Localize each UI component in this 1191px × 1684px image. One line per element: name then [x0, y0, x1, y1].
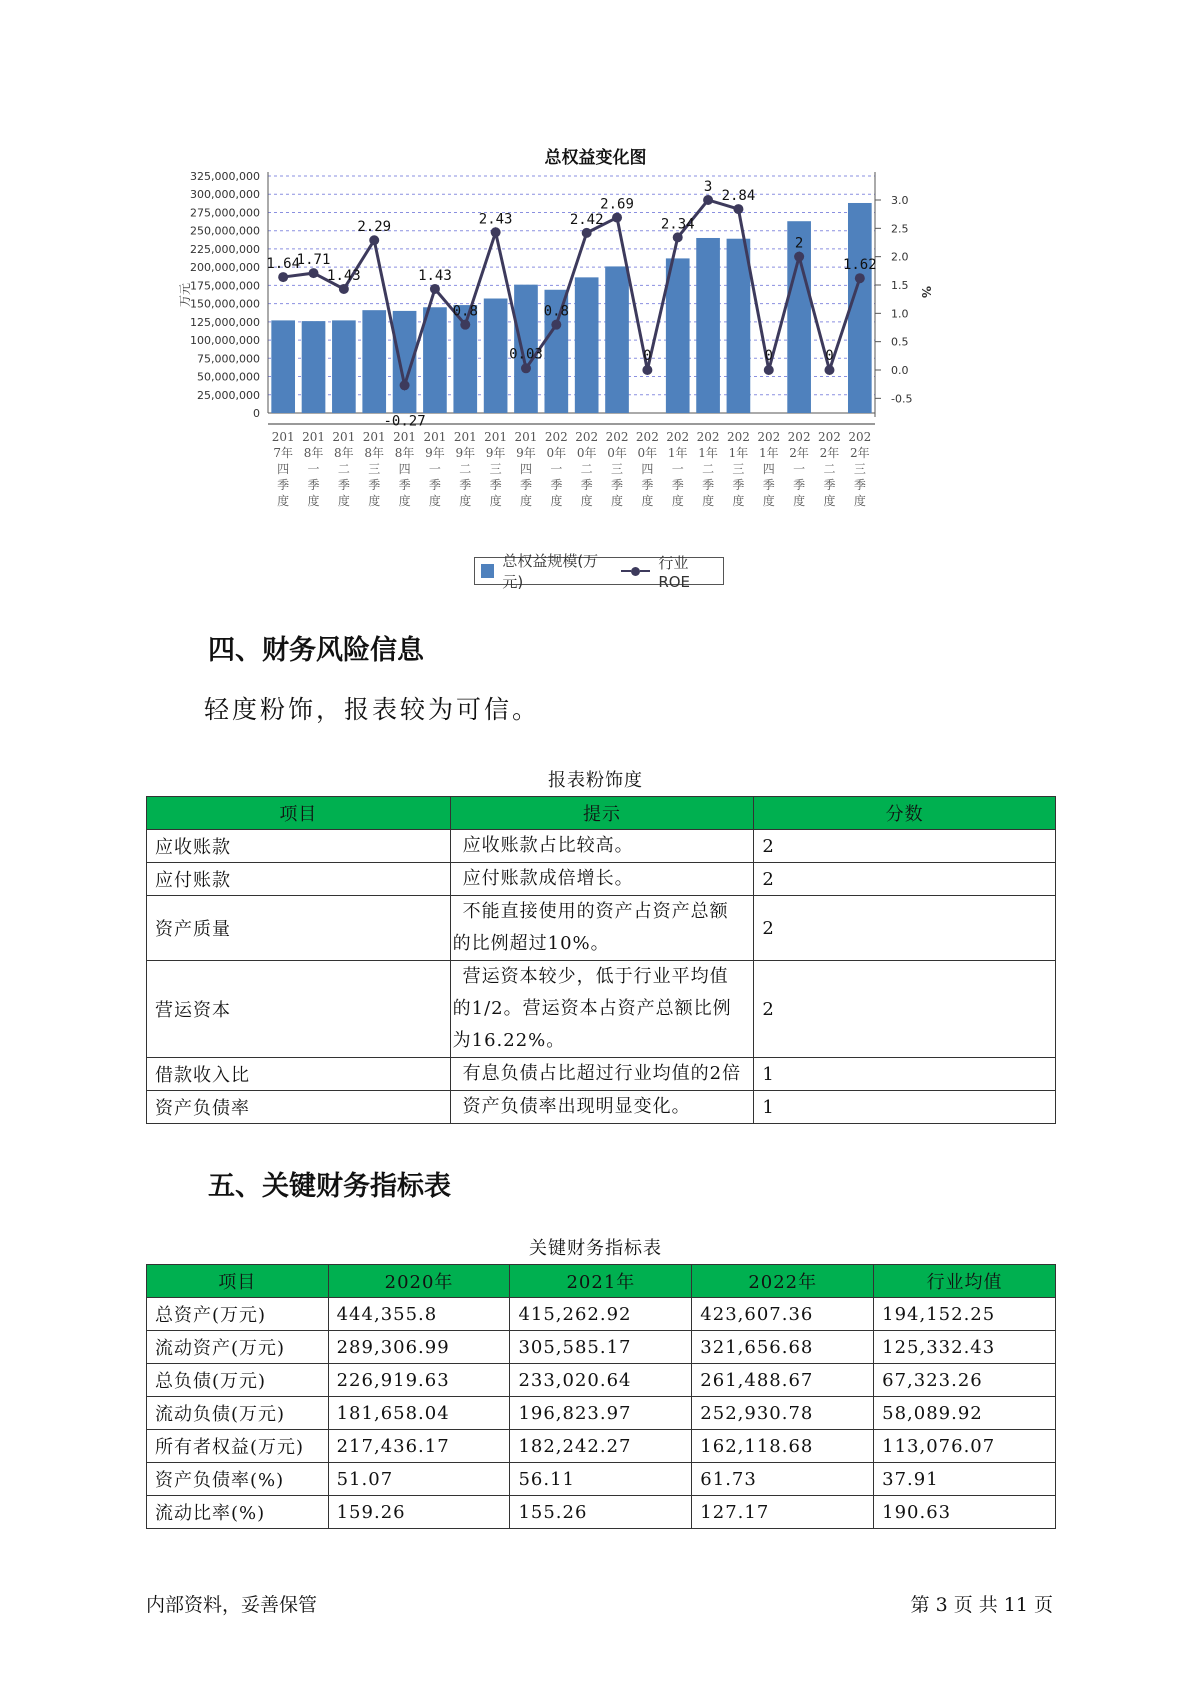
roe-data-label: -0.27	[383, 413, 426, 430]
roe-point	[612, 213, 622, 223]
x-tick-label: 四	[277, 462, 290, 476]
kpi-table-caption: 关键财务指标表	[529, 1238, 662, 1259]
left-tick-label: 150,000,000	[190, 297, 260, 311]
x-tick-label: 度	[702, 494, 715, 508]
risk-tip	[450, 1091, 754, 1124]
kpi-value: 125,332.43	[874, 1331, 1056, 1364]
x-tick-label: 季	[823, 478, 836, 492]
x-tick-label: 三	[732, 462, 745, 476]
roe-point	[794, 252, 804, 262]
left-tick-label: 225,000,000	[190, 242, 260, 256]
roe-point	[582, 228, 592, 238]
header-industry-avg: 行业均值	[874, 1265, 1056, 1298]
roe-point	[339, 284, 349, 294]
kpi-value: 113,076.07	[874, 1430, 1056, 1463]
x-tick-label: 季	[702, 478, 715, 492]
x-tick-label: 季	[853, 478, 866, 492]
x-tick-label: 季	[793, 478, 806, 492]
x-tick-label: 度	[277, 494, 290, 508]
left-tick-label: 25,000,000	[197, 388, 260, 402]
roe-data-label: 1.71	[296, 252, 331, 269]
kpi-value: 444,355.8	[328, 1298, 510, 1331]
x-tick-label: 度	[428, 494, 441, 508]
section4-heading: 四、财务风险信息	[208, 635, 424, 666]
x-tick-label: 8年	[303, 446, 324, 460]
x-tick-label: 季	[307, 478, 320, 492]
risk-table-caption: 报表粉饰度	[548, 770, 643, 791]
x-tick-label: 三	[368, 462, 381, 476]
x-tick-label: 0年	[637, 446, 658, 460]
table-row	[147, 1058, 1056, 1091]
x-tick-label: 季	[611, 478, 624, 492]
roe-point	[309, 268, 319, 278]
kpi-value: 423,607.36	[692, 1298, 874, 1331]
legend-swatch-line	[621, 567, 650, 576]
right-tick-label: 2.0	[891, 250, 909, 264]
risk-score: 2	[754, 961, 1056, 1058]
x-tick-label: 度	[823, 494, 836, 508]
x-tick-label: 度	[762, 494, 775, 508]
left-tick-label: 250,000,000	[190, 224, 260, 238]
risk-tip-line: 营运资本较少，低于行业平均值	[462, 966, 729, 987]
x-tick-label: 2年	[789, 446, 809, 460]
legend-label-bar: 总权益规模(万元)	[502, 552, 599, 591]
risk-tip	[450, 863, 754, 896]
roe-data-label: 2.43	[478, 211, 513, 228]
roe-data-label: 0.8	[452, 303, 478, 320]
x-tick-label: 度	[580, 494, 593, 508]
roe-point	[642, 365, 652, 375]
table-row	[147, 1298, 1056, 1331]
x-tick-label: 季	[489, 478, 502, 492]
right-axis-title: %	[919, 285, 933, 299]
x-tick-label: 度	[550, 494, 563, 508]
roe-data-label: 0	[643, 348, 652, 364]
x-tick-label: 201	[514, 430, 538, 444]
x-tick-label: 季	[732, 478, 745, 492]
roe-data-label: 3	[703, 179, 713, 195]
x-tick-label: 度	[368, 494, 381, 508]
x-tick-label: 四	[398, 462, 411, 476]
risk-tip	[450, 830, 754, 863]
x-tick-label: 二	[823, 462, 836, 476]
risk-item: 应收账款	[147, 830, 451, 863]
x-tick-label: 度	[793, 494, 806, 508]
right-tick-label: 1.5	[891, 279, 909, 292]
x-tick-label: 季	[641, 478, 654, 492]
x-tick-label: 0年	[576, 446, 597, 460]
kpi-value: 127.17	[692, 1496, 874, 1529]
risk-item: 借款收入比	[147, 1058, 451, 1091]
roe-data-label: 0	[825, 348, 834, 364]
table-row	[147, 863, 1056, 896]
x-tick-label: 度	[307, 494, 320, 508]
risk-summary: 轻度粉饰，报表较为可信。	[204, 695, 541, 724]
risk-tip-line: 应收账款占比较高。	[462, 835, 634, 856]
kpi-value: 261,488.67	[692, 1364, 874, 1397]
section5-heading: 五、关键财务指标表	[208, 1171, 451, 1202]
x-tick-label: 1年	[667, 446, 688, 460]
kpi-value: 289,306.99	[328, 1331, 510, 1364]
roe-point	[491, 227, 501, 237]
x-tick-label: 季	[550, 478, 563, 492]
x-tick-label: 201	[393, 430, 417, 444]
x-tick-label: 二	[580, 462, 593, 476]
risk-score: 1	[754, 1091, 1056, 1124]
left-tick-label: 200,000,000	[190, 261, 260, 275]
kpi-value: 56.11	[510, 1463, 692, 1496]
footer-page-number: 第 3 页 共 11 页	[910, 1594, 1053, 1616]
header-2021: 2021年	[510, 1265, 692, 1298]
x-tick-label: 度	[853, 494, 866, 508]
x-tick-label: 度	[732, 494, 745, 508]
x-tick-label: 202	[848, 430, 872, 444]
kpi-label: 流动负债(万元)	[147, 1397, 329, 1430]
kpi-value: 305,585.17	[510, 1331, 692, 1364]
table-row	[147, 1397, 1056, 1430]
bar	[666, 258, 690, 413]
table-row	[147, 1463, 1056, 1496]
kpi-label: 流动资产(万元)	[147, 1331, 329, 1364]
x-tick-label: 201	[484, 430, 508, 444]
x-tick-label: 202	[726, 430, 750, 444]
x-tick-label: 202	[666, 430, 690, 444]
bar	[575, 277, 599, 413]
right-tick-label: -0.5	[891, 392, 913, 406]
bar	[332, 320, 356, 413]
kpi-value: 155.26	[510, 1496, 692, 1529]
x-tick-label: 一	[307, 462, 320, 476]
header-item: 项目	[147, 1265, 329, 1298]
bar	[423, 307, 447, 413]
x-tick-label: 202	[757, 430, 781, 444]
kpi-value: 67,323.26	[874, 1364, 1056, 1397]
roe-point	[673, 232, 683, 242]
x-tick-label: 9年	[516, 446, 536, 460]
kpi-value: 51.07	[328, 1463, 510, 1496]
x-tick-label: 二	[702, 462, 715, 476]
risk-item: 应付账款	[147, 863, 451, 896]
x-tick-label: 度	[489, 494, 502, 508]
left-tick-label: 100,000,000	[190, 334, 260, 348]
x-tick-label: 202	[635, 430, 659, 444]
kpi-label: 所有者权益(万元)	[147, 1430, 329, 1463]
risk-score: 2	[754, 863, 1056, 896]
kpi-value: 37.91	[874, 1463, 1056, 1496]
x-tick-label: 季	[459, 478, 472, 492]
x-tick-label: 202	[605, 430, 629, 444]
x-tick-label: 0年	[546, 446, 567, 460]
kpi-value: 321,656.68	[692, 1331, 874, 1364]
roe-data-label: 0.03	[509, 346, 543, 363]
legend-swatch-bar	[481, 564, 494, 578]
risk-tip	[450, 896, 754, 961]
roe-data-label: 2.42	[569, 211, 604, 228]
x-tick-label: 四	[641, 462, 654, 476]
x-tick-label: 9年	[485, 446, 506, 460]
bar	[302, 321, 326, 413]
risk-tip-line: 应付账款成倍增长。	[462, 868, 634, 889]
chart-legend	[474, 552, 724, 591]
header-item: 项目	[147, 797, 451, 830]
risk-tip-line: 的比例超过10%。	[452, 933, 610, 954]
x-tick-label: 季	[337, 478, 350, 492]
risk-item: 营运资本	[147, 961, 451, 1058]
x-tick-label: 二	[337, 462, 350, 476]
kpi-value: 182,242.27	[510, 1430, 692, 1463]
risk-tip	[450, 961, 754, 1058]
left-tick-label: 175,000,000	[190, 279, 260, 293]
bar	[362, 310, 386, 413]
table-row	[147, 1496, 1056, 1529]
x-tick-label: 三	[489, 462, 502, 476]
bar	[484, 299, 508, 413]
roe-point	[733, 204, 743, 214]
kpi-label: 流动比率(%)	[147, 1496, 329, 1529]
kpi-value: 415,262.92	[510, 1298, 692, 1331]
x-tick-label: 202	[818, 430, 841, 444]
footer-confidential: 内部资料，妥善保管	[146, 1594, 318, 1616]
x-tick-label: 9年	[455, 446, 476, 460]
header-tip: 提示	[450, 797, 754, 830]
right-tick-label: 3.0	[891, 194, 909, 207]
x-tick-label: 201	[423, 430, 447, 444]
kpi-value: 217,436.17	[328, 1430, 510, 1463]
x-tick-label: 度	[337, 494, 350, 508]
risk-score: 2	[754, 830, 1056, 863]
x-tick-label: 201	[271, 430, 295, 444]
x-tick-label: 202	[696, 430, 720, 444]
kpi-value: 190.63	[874, 1496, 1056, 1529]
roe-data-label: 1.62	[842, 257, 877, 274]
risk-item: 资产负债率	[147, 1091, 451, 1124]
roe-point	[521, 363, 531, 373]
roe-data-label: 1.43	[418, 267, 452, 284]
chart-title: 总权益变化图	[544, 148, 647, 168]
left-tick-label: 50,000,000	[197, 370, 260, 384]
header-2020: 2020年	[328, 1265, 510, 1298]
x-tick-label: 度	[519, 494, 532, 508]
kpi-value: 58,089.92	[874, 1397, 1056, 1430]
x-tick-label: 度	[671, 494, 684, 508]
roe-data-label: 2.34	[660, 216, 695, 233]
roe-point	[551, 320, 561, 330]
risk-score: 1	[754, 1058, 1056, 1091]
kpi-value: 196,823.97	[510, 1397, 692, 1430]
bar	[727, 239, 751, 413]
right-tick-label: 0.5	[891, 335, 909, 349]
bar	[271, 320, 295, 413]
roe-data-label: 2.84	[721, 188, 756, 205]
roe-data-label: 1.43	[327, 267, 361, 284]
risk-tip-line: 为16.22%。	[452, 1030, 566, 1051]
kpi-value: 159.26	[328, 1496, 510, 1529]
table-row	[147, 1430, 1056, 1463]
roe-data-label: 2.29	[357, 219, 392, 236]
roe-point	[824, 365, 834, 375]
bar	[696, 238, 720, 413]
x-tick-label: 季	[580, 478, 593, 492]
roe-point	[855, 273, 865, 283]
x-tick-label: 季	[671, 478, 684, 492]
table-row	[147, 1331, 1056, 1364]
left-tick-label: 325,000,000	[190, 170, 260, 183]
x-tick-label: 一	[550, 462, 563, 476]
table-row	[147, 961, 1056, 1058]
x-tick-label: 7年	[273, 446, 293, 460]
table-row	[147, 1364, 1056, 1397]
left-tick-label: 125,000,000	[190, 315, 260, 329]
risk-table-header	[147, 797, 1056, 830]
x-tick-label: 201	[362, 430, 386, 444]
x-tick-label: 201	[332, 430, 356, 444]
x-tick-label: 一	[428, 462, 441, 476]
x-tick-label: 9年	[425, 446, 445, 460]
risk-score: 2	[754, 896, 1056, 961]
kpi-value: 162,118.68	[692, 1430, 874, 1463]
roe-point	[460, 320, 470, 330]
kpi-value: 61.73	[692, 1463, 874, 1496]
risk-tip-line: 的1/2。营运资本占资产总额比例	[452, 998, 732, 1019]
roe-point	[430, 284, 440, 294]
equity-chart	[0, 0, 1191, 560]
roe-point	[369, 235, 379, 245]
kpi-value: 181,658.04	[328, 1397, 510, 1430]
left-axis-title: 万元	[178, 282, 192, 308]
x-tick-label: 2年	[819, 446, 840, 460]
x-axis-band	[268, 423, 875, 425]
roe-data-label: 1.64	[266, 256, 301, 273]
header-2022: 2022年	[692, 1265, 874, 1298]
legend-label-line: 行业ROE	[658, 553, 691, 591]
roe-data-label: 0	[764, 348, 773, 364]
table-row	[147, 896, 1056, 961]
bar	[605, 266, 629, 413]
x-tick-label: 8年	[364, 446, 385, 460]
x-tick-label: 三	[611, 462, 624, 476]
x-tick-label: 202	[575, 430, 599, 444]
roe-data-label: 2	[794, 235, 804, 252]
risk-tip-line: 不能直接使用的资产占资产总额	[462, 901, 729, 922]
x-tick-label: 季	[762, 478, 775, 492]
roe-data-label: 0.8	[543, 303, 569, 320]
x-tick-label: 8年	[394, 446, 415, 460]
right-tick-label: 0.0	[891, 364, 909, 377]
roe-point	[764, 365, 774, 375]
kpi-value: 233,020.64	[510, 1364, 692, 1397]
x-tick-label: 8年	[334, 446, 354, 460]
risk-tip-line: 资产负债率出现明显变化。	[462, 1096, 691, 1117]
x-tick-label: 二	[459, 462, 472, 476]
x-tick-label: 2年	[850, 446, 870, 460]
x-tick-label: 季	[398, 478, 411, 492]
kpi-label: 资产负债率(%)	[147, 1463, 329, 1496]
x-tick-label: 度	[398, 494, 411, 508]
x-tick-label: 季	[519, 478, 532, 492]
x-tick-label: 四	[762, 462, 775, 476]
x-tick-label: 1年	[698, 446, 718, 460]
kpi-table-header	[147, 1265, 1056, 1298]
right-tick-label: 1.0	[891, 307, 909, 321]
risk-tip	[450, 1058, 754, 1091]
x-tick-label: 1年	[728, 446, 749, 460]
x-tick-label: 202	[787, 430, 811, 444]
left-tick-label: 0	[253, 407, 260, 420]
left-tick-label: 300,000,000	[190, 188, 260, 202]
x-tick-label: 一	[793, 462, 806, 476]
x-tick-label: 度	[641, 494, 654, 508]
kpi-value: 226,919.63	[328, 1364, 510, 1397]
left-tick-label: 75,000,000	[197, 352, 260, 366]
kpi-label: 总资产(万元)	[147, 1298, 329, 1331]
kpi-value: 194,152.25	[874, 1298, 1056, 1331]
x-tick-label: 1年	[758, 446, 779, 460]
kpi-label: 总负债(万元)	[147, 1364, 329, 1397]
x-tick-label: 202	[544, 430, 568, 444]
risk-item: 资产质量	[147, 896, 451, 961]
roe-point	[703, 195, 713, 205]
x-tick-label: 季	[368, 478, 381, 492]
kpi-value: 252,930.78	[692, 1397, 874, 1430]
x-tick-label: 度	[611, 494, 624, 508]
header-score: 分数	[754, 797, 1056, 830]
roe-data-label: 2.69	[600, 196, 634, 213]
right-tick-label: 2.5	[891, 222, 909, 236]
x-tick-label: 201	[453, 430, 477, 444]
risk-tip-line: 有息负债占比超过行业均值的2倍	[462, 1063, 742, 1084]
roe-point	[400, 380, 410, 390]
table-row	[147, 1091, 1056, 1124]
x-tick-label: 四	[519, 462, 532, 476]
x-tick-label: 三	[853, 462, 866, 476]
x-tick-label: 201	[302, 430, 325, 444]
kpi-table	[146, 1264, 1056, 1529]
risk-table	[146, 796, 1056, 1124]
left-tick-label: 275,000,000	[190, 206, 260, 220]
roe-point	[278, 272, 288, 282]
table-row	[147, 830, 1056, 863]
x-tick-label: 季	[428, 478, 441, 492]
x-tick-label: 季	[277, 478, 290, 492]
x-tick-label: 度	[459, 494, 472, 508]
x-tick-label: 0年	[607, 446, 627, 460]
x-tick-label: 一	[671, 462, 684, 476]
